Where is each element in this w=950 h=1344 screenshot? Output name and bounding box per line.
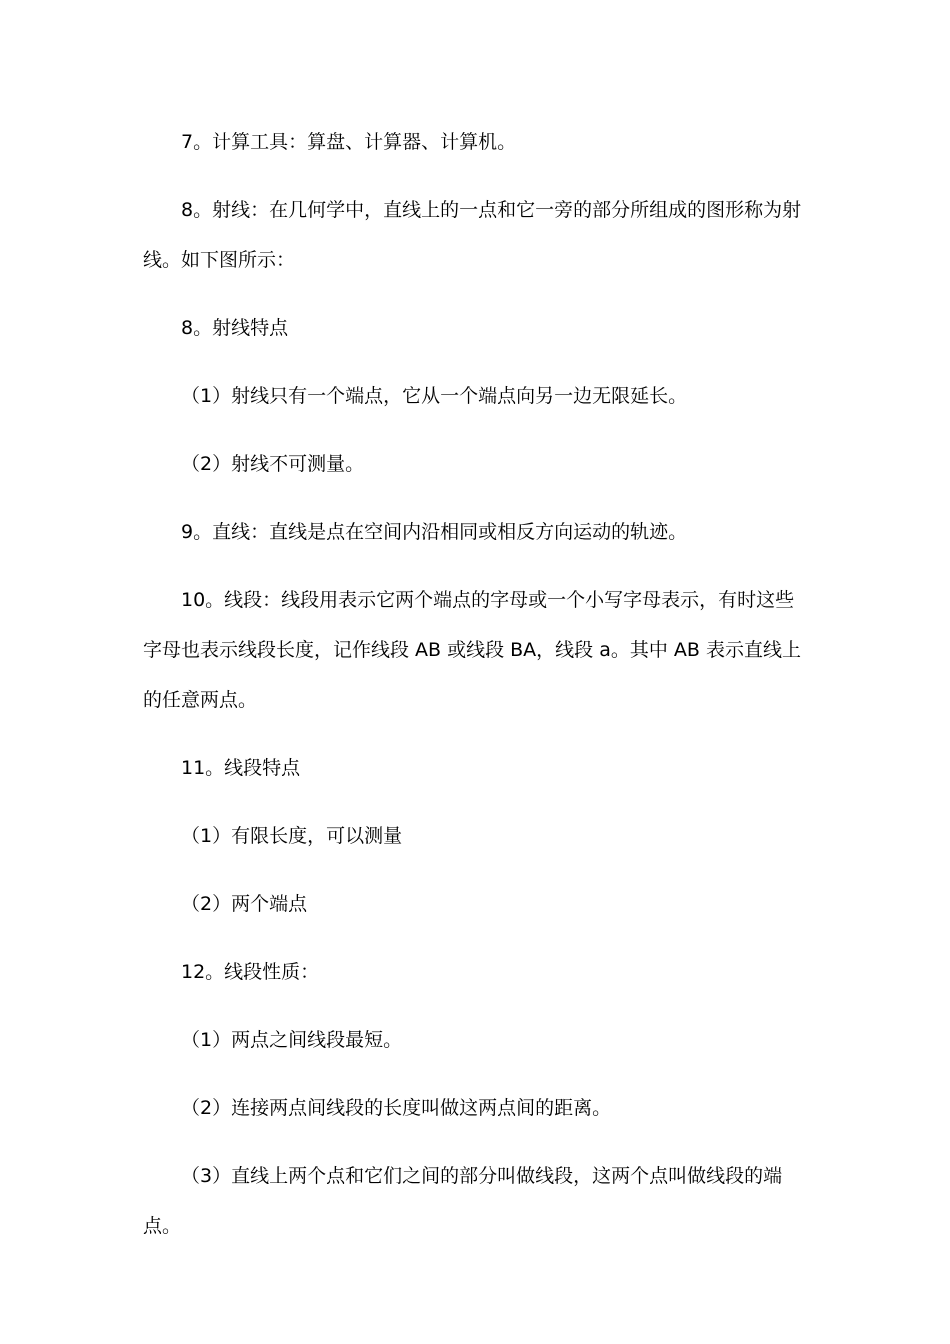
paragraph-ray-feature-1: （1）射线只有一个端点，它从一个端点向另一边无限延长。: [181, 385, 688, 407]
paragraph-ray-feature-2: （2）射线不可测量。: [181, 453, 365, 475]
paragraph-segment-property-3: （3）直线上两个点和它们之间的部分叫做线段，这两个点叫做线段的端点。: [143, 1165, 783, 1237]
paragraph-segment-definition: 10。线段：线段用表示它两个端点的字母或一个小写字母表示，有时这些字母也表示线段长度，记作线段 AB 或线段 BA，线段 a。其中 AB 表示直线上的任意两点。: [143, 589, 801, 711]
paragraph-ray-features-heading: 8。射线特点: [181, 317, 289, 339]
paragraph-segment-feature-2: （2）两个端点: [181, 893, 308, 915]
paragraph-ray-definition: 8。射线：在几何学中，直线上的一点和它一旁的部分所组成的图形称为射线。如下图所示：: [143, 199, 802, 271]
paragraph-segment-feature-1: （1）有限长度，可以测量: [181, 825, 403, 847]
paragraph-segment-features-heading: 11。线段特点: [181, 757, 301, 779]
paragraph-segment-properties-heading: 12。线段性质：: [181, 961, 320, 983]
paragraph-line-definition: 9。直线：直线是点在空间内沿相同或相反方向运动的轨迹。: [181, 521, 688, 543]
paragraph-calc-tools: 7。计算工具：算盘、计算器、计算机。: [181, 131, 517, 153]
document-body: [143, 117, 811, 1251]
paragraph-segment-property-2: （2）连接两点间线段的长度叫做这两点间的距离。: [181, 1097, 612, 1119]
paragraph-segment-property-1: （1）两点之间线段最短。: [181, 1029, 403, 1051]
